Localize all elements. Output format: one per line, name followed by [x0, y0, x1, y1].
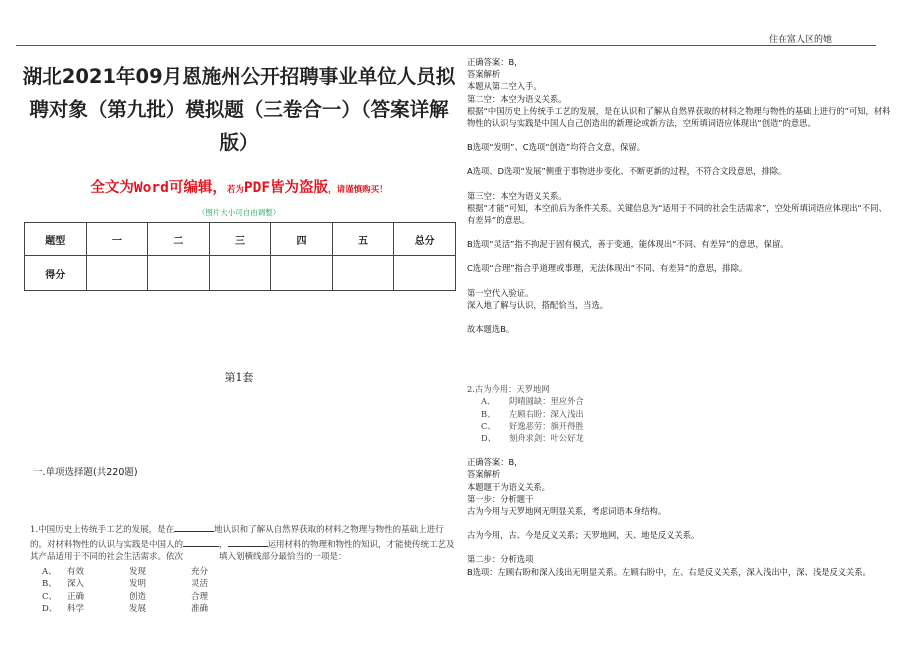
answer-1-line: 深入地了解与认识，搭配恰当，当选。	[467, 299, 609, 310]
option-b: B、 左顾右盼：深入浅出	[481, 408, 584, 419]
answer-2-line: 本题题干为语义关系。	[467, 481, 550, 492]
answer-2-line: B选项：左顾右盼和深入浅出无明显关系。左顾右盼中，左、右是反义关系，深入浅出中，深、浅是反义关系。	[467, 566, 871, 577]
score-header-cell: 三	[209, 223, 271, 256]
answer-1-analysis-label: 答案解析	[467, 69, 501, 80]
score-cell	[148, 256, 210, 291]
answer-column	[467, 56, 895, 578]
option-d: D、 科学 发展 准确	[42, 604, 209, 614]
answer-1-para: C选项“合理”指合乎道理或事理，无法体现出“不同、有差异”的意思，排除。	[467, 263, 748, 274]
question-2	[467, 383, 895, 444]
stem-text: 运用材料的物理和物性的知识，才能使传统工艺及其产品适用于不同的社会生活需求。依次	[30, 539, 455, 562]
promo-line	[20, 176, 458, 197]
promo-pdf-text: PDF皆为盗版	[243, 180, 329, 196]
answer-blank	[183, 537, 219, 547]
answer-1-correct: 正确答案：B，	[467, 57, 523, 67]
promo-small-text: 若为	[226, 185, 244, 195]
stem-text: ，	[219, 539, 228, 550]
promo-red-text: 全文为Word可编辑，	[90, 180, 227, 196]
score-cell	[209, 256, 271, 291]
promo-tail-text: ，请谨慎购买！	[328, 185, 388, 195]
answer-2-analysis-label: 答案解析	[467, 469, 501, 480]
option-c: C、 正确 创造 合理	[42, 591, 209, 602]
score-cell	[332, 256, 394, 291]
question-1-options	[30, 566, 455, 616]
answer-1-line: 第二空：本空为语义关系。	[467, 93, 567, 104]
score-header-cell: 四	[271, 223, 333, 256]
score-cell	[394, 256, 456, 291]
score-header-cell: 二	[148, 223, 210, 256]
score-header-cell: 一	[86, 223, 148, 256]
answer-2-line: 第一步：分析题干	[467, 493, 534, 504]
score-header-cell: 五	[332, 223, 394, 256]
answer-1-para: B选项“发明”、C选项“创造”均符合文意，保留。	[467, 142, 646, 153]
option-a: A、 阴晴圆缺：里应外合	[481, 396, 584, 407]
option-b: B、 深入 发明 灵活	[42, 579, 209, 589]
score-header-cell: 总分	[394, 223, 456, 256]
section-title: 一.单项选择题(共220题)	[33, 467, 138, 478]
header-divider	[16, 45, 876, 46]
score-table-score-row	[25, 256, 456, 291]
answer-1-conclusion: 故本题选B。	[467, 324, 515, 335]
option-d: D、 刻舟求剑：叶公好龙	[481, 433, 584, 444]
answer-1-line: 本题从第二空入手。	[467, 81, 542, 92]
answer-1-line: 根据“才能”可知，本空前后为条件关系。关键信息为“适用于不同的社会生活需求”，空处所填词语应体现出“不同、有差异”的意思。	[467, 202, 887, 226]
question-2-stem: 2.古为今用：天罗地网	[467, 384, 550, 395]
answer-2-para: 古为今用与天罗地网无明显关系，考虑词语本身结构。	[467, 506, 667, 517]
question-1	[30, 522, 455, 616]
score-table-header-row	[25, 223, 456, 256]
option-c: C、 好逸恶劳：旗开得胜	[481, 420, 584, 431]
header-right-text: 住在富人区的她	[768, 35, 832, 45]
answer-blank	[228, 537, 268, 547]
page-title: 湖北2021年09月恩施州公开招聘事业单位人员拟聘对象（第九批）模拟题（三卷合一）（答案详解版）	[22, 65, 456, 154]
score-cell	[86, 256, 148, 291]
stem-text: 地认识和了解从自然界获取的材料之物理与物性的基础上进行的。对材料物性的认识与实践是中国人的	[30, 525, 444, 550]
answer-2-line: 第二步：分析选项	[467, 554, 534, 565]
answer-1-line: 根据“中国历史上传统手工艺的发展，是在认识和了解从自然界获取的材料之物理与物性的基础上进行的”可知，材料物性的认识与实践是中国人自己创造出的新理论或新方法，空所填词语应体现出“创造”的意思。	[467, 105, 891, 129]
answer-1-line: 第三空：本空为语义关系。	[467, 190, 567, 201]
option-a: A、 有效 发现 充分	[42, 566, 209, 577]
stem-text: 1.中国历史上传统手工艺的发展，是在	[30, 525, 175, 535]
score-table	[24, 222, 456, 291]
score-row-label: 得分	[25, 256, 87, 291]
answer-1-para: B选项“灵活”指不拘泥于固有模式，善于变通，能体现出“不同、有差异”的意思，保留。	[467, 239, 789, 250]
answer-1-para: A选项、D选项“发展”侧重于事物进步变化、不断更新的过程，不符合文段意思，排除。	[467, 166, 787, 177]
answer-1-line: 第一空代入验证。	[467, 287, 534, 298]
image-note: （图片大小可自由调整）	[197, 208, 281, 217]
answer-2-para: 古为今用，古、今是反义关系；天罗地网，天、地是反义关系。	[467, 530, 700, 541]
score-cell	[271, 256, 333, 291]
stem-text: 填入划横线部分最恰当的一项是：	[219, 552, 347, 562]
question-1-stem	[30, 522, 455, 564]
score-header-cell: 题型	[25, 223, 87, 256]
answer-blank	[174, 522, 214, 532]
answer-2-correct: 正确答案：B，	[467, 457, 523, 468]
set-title: 第1套	[224, 371, 254, 384]
